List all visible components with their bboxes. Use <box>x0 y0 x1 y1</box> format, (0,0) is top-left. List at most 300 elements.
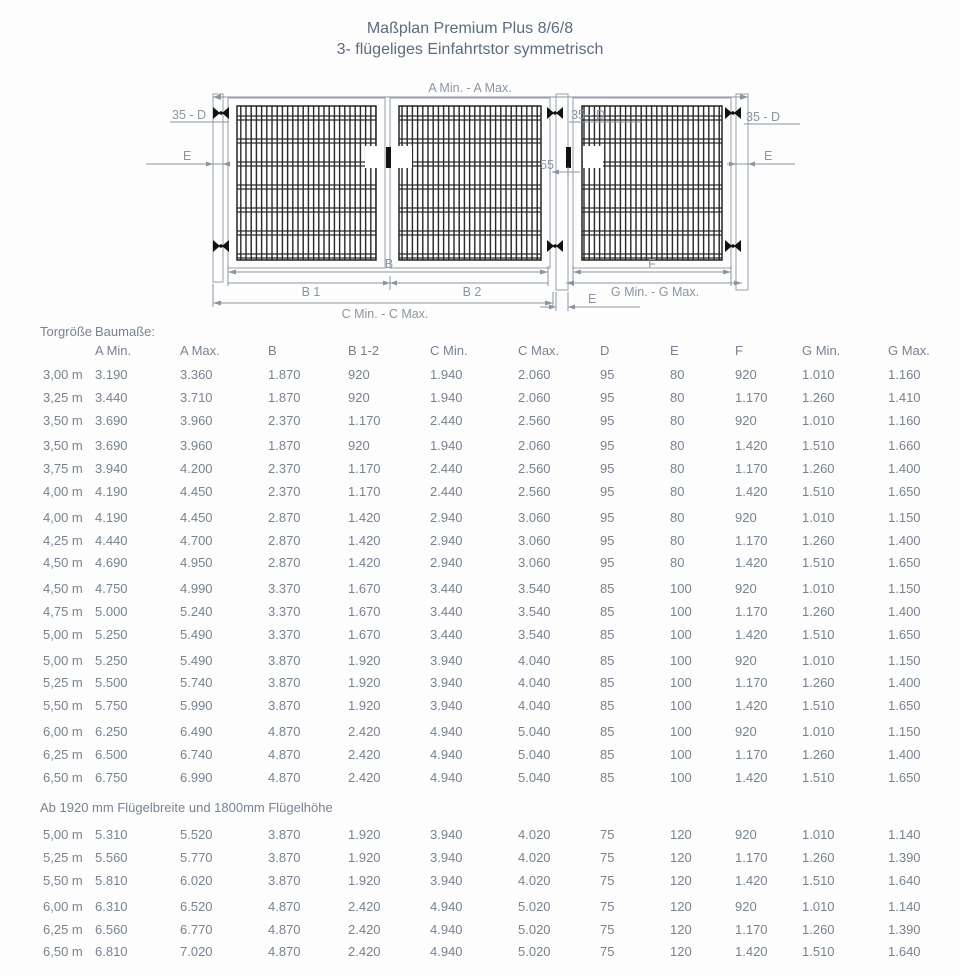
dimension-cell: 1.010 <box>802 827 835 843</box>
dimension-cell: 80 <box>670 532 685 548</box>
dimension-cell: 1.150 <box>888 723 921 739</box>
dimension-cell: 2.870 <box>268 532 301 548</box>
dimension-cell: 1.170 <box>735 532 768 548</box>
dimension-cell: 1.510 <box>802 483 835 499</box>
dimension-cell: 1.170 <box>735 746 768 762</box>
dimension-cell: 4.690 <box>95 555 128 571</box>
dimension-cell: 1.420 <box>735 944 768 960</box>
dimension-cell: 1.010 <box>802 581 835 597</box>
dimension-cell: 80 <box>670 367 685 382</box>
dimension-cell: 1.170 <box>348 483 381 499</box>
dimension-cell: 1.650 <box>888 769 921 785</box>
dimension-cell: 2.440 <box>430 483 463 499</box>
dimension-cell: 1.010 <box>802 367 835 382</box>
gate-size-cell: 6,25 m <box>43 746 83 762</box>
dimension-cell: 4.870 <box>268 921 301 937</box>
dimension-cell: 4.020 <box>518 850 551 866</box>
dimension-cell: 100 <box>670 769 692 785</box>
table-header-row-2 <box>40 341 948 361</box>
dimension-cell: 85 <box>600 626 615 642</box>
dimension-cell: 1.170 <box>735 675 768 691</box>
dimension-cell: 3.060 <box>518 509 551 525</box>
dimension-cell: 3.940 <box>430 652 463 668</box>
dimension-cell: 1.920 <box>348 850 381 866</box>
dimension-cell: 120 <box>670 827 692 843</box>
dimension-cell: 1.510 <box>802 438 835 454</box>
dimension-cell: 3.440 <box>430 626 463 642</box>
dimension-cell: 85 <box>600 746 615 762</box>
table-section-note: Ab 1920 mm Flügelbreite und 1800mm Flügelhöhe <box>40 800 333 816</box>
dimension-cell: 2.420 <box>348 723 381 739</box>
dimension-cell: 4.870 <box>268 746 301 762</box>
title-line-1: Maßplan Premium Plus 8/6/8 <box>366 20 574 37</box>
dimension-cell: 5.490 <box>180 626 213 642</box>
dimension-cell: 100 <box>670 581 692 597</box>
dimension-cell: 1.870 <box>268 438 301 454</box>
gate-size-cell: 5,50 m <box>43 698 83 714</box>
dimension-cell: 1.260 <box>802 746 835 762</box>
dimension-cell: 2.420 <box>348 746 381 762</box>
table-row <box>40 507 948 530</box>
gate-size-cell: 3,50 m <box>43 438 83 454</box>
dimension-cell: 4.040 <box>518 698 551 714</box>
dimension-cell: 6.750 <box>95 769 128 785</box>
dim-label-c: C Min. - C Max. <box>341 307 429 321</box>
dimension-cell: 80 <box>670 509 685 525</box>
dimension-cell: 2.940 <box>430 555 463 571</box>
table-row <box>40 552 948 575</box>
dimension-cell: 3.440 <box>430 581 463 597</box>
dimension-cell: 1.170 <box>735 603 768 619</box>
gate-size-cell: 3,50 m <box>43 412 83 428</box>
dimension-cell: 3.960 <box>180 438 213 454</box>
dimension-cell: 1.170 <box>735 461 768 477</box>
dimension-cell: 1.160 <box>888 367 921 382</box>
dimension-cell: 920 <box>735 367 757 382</box>
dimension-cell: 1.420 <box>735 698 768 714</box>
col-header-d: D <box>600 343 610 358</box>
dimension-cell: 1.420 <box>348 509 381 525</box>
dimension-cell: 1.420 <box>735 872 768 888</box>
dimension-cell: 6.490 <box>180 723 213 739</box>
dimension-cell: 4.450 <box>180 509 213 525</box>
dimension-cell: 1.920 <box>348 827 381 843</box>
dimension-cell: 2.870 <box>268 555 301 571</box>
dim-label-35d-right: 35 - D <box>746 110 781 124</box>
dimension-cell: 6.560 <box>95 921 128 937</box>
table-header-row-1 <box>40 322 948 341</box>
table-row <box>40 387 948 410</box>
dimension-cell: 1.920 <box>348 698 381 714</box>
gate-size-cell: 3,00 m <box>43 367 83 382</box>
table-body-main <box>40 364 948 789</box>
dimension-cell: 1.420 <box>735 483 768 499</box>
dimension-cell: 3.940 <box>95 461 128 477</box>
table-row <box>40 824 948 847</box>
gate-size-cell: 6,00 m <box>43 898 83 914</box>
dimension-cell: 3.870 <box>268 675 301 691</box>
center-post <box>556 94 568 290</box>
dimension-cell: 5.750 <box>95 698 128 714</box>
dimension-cell: 100 <box>670 675 692 691</box>
dimension-cell: 1.870 <box>268 367 301 382</box>
dimension-cell: 100 <box>670 746 692 762</box>
table-row <box>40 672 948 695</box>
dimension-cell: 75 <box>600 872 615 888</box>
dimension-cell: 1.650 <box>888 483 921 499</box>
dimension-cell: 1.510 <box>802 555 835 571</box>
dim-label-a: A Min. - A Max. <box>428 81 512 95</box>
dimension-cell: 6.810 <box>95 944 128 960</box>
dimension-cell: 2.440 <box>430 461 463 477</box>
dimension-cell: 80 <box>670 389 685 405</box>
dim-label-b: B <box>384 257 394 271</box>
dimension-cell: 920 <box>735 509 757 525</box>
dimension-cell: 5.020 <box>518 921 551 937</box>
dimension-cell: 1.390 <box>888 850 921 866</box>
dimension-cell: 1.170 <box>348 412 381 428</box>
dimension-cell: 1.260 <box>802 461 835 477</box>
dimension-cell: 1.670 <box>348 626 381 642</box>
dimension-cell: 2.060 <box>518 389 551 405</box>
table-row <box>40 601 948 624</box>
table-row <box>40 744 948 767</box>
table-row <box>40 695 948 718</box>
dimension-cell: 920 <box>735 652 757 668</box>
dimension-cell: 1.260 <box>802 603 835 619</box>
dimension-cell: 120 <box>670 898 692 914</box>
dimension-cell: 4.940 <box>430 746 463 762</box>
dimension-cell: 1.150 <box>888 509 921 525</box>
dimension-cell: 1.420 <box>735 555 768 571</box>
dimension-cell: 1.420 <box>348 555 381 571</box>
dimension-cell: 1.870 <box>268 389 301 405</box>
dimension-cell: 3.370 <box>268 603 301 619</box>
dimension-cell: 2.560 <box>518 461 551 477</box>
gate-size-cell: 3,25 m <box>43 389 83 405</box>
dimension-cell: 3.940 <box>430 827 463 843</box>
center-lock-bar <box>386 147 391 168</box>
dimension-cell: 4.040 <box>518 675 551 691</box>
dimension-cell: 120 <box>670 921 692 937</box>
gate-size-cell: 5,00 m <box>43 827 83 843</box>
dimension-cell: 2.370 <box>268 461 301 477</box>
dimension-table <box>40 322 948 964</box>
dimension-cell: 920 <box>348 389 370 405</box>
dimension-cell: 3.370 <box>268 626 301 642</box>
dimension-cell: 6.250 <box>95 723 128 739</box>
dimension-cell: 3.870 <box>268 872 301 888</box>
col-header-a-max: A Max. <box>180 343 220 358</box>
dimension-cell: 100 <box>670 652 692 668</box>
dimension-cell: 75 <box>600 921 615 937</box>
dim-label-g: G Min. - G Max. <box>610 285 700 299</box>
dimension-cell: 2.440 <box>430 412 463 428</box>
dimension-cell: 1.920 <box>348 872 381 888</box>
gate-size-cell: 5,25 m <box>43 675 83 691</box>
dimension-cell: 2.370 <box>268 483 301 499</box>
dimension-cell: 2.420 <box>348 898 381 914</box>
dimension-cell: 2.870 <box>268 509 301 525</box>
dimension-cell: 4.870 <box>268 723 301 739</box>
dimension-cell: 1.010 <box>802 509 835 525</box>
dimension-cell: 5.020 <box>518 944 551 960</box>
dimension-cell: 2.420 <box>348 944 381 960</box>
dim-label-e-left: E <box>183 149 192 163</box>
dimension-cell: 1.510 <box>802 626 835 642</box>
table-row <box>40 435 948 458</box>
dimension-cell: 4.870 <box>268 898 301 914</box>
dimension-cell: 75 <box>600 898 615 914</box>
dimension-cell: 2.560 <box>518 412 551 428</box>
dimension-cell: 3.540 <box>518 626 551 642</box>
dimension-cell: 1.510 <box>802 872 835 888</box>
dimension-cell: 920 <box>735 898 757 914</box>
col-header-torgroesse: Torgröße <box>40 324 93 339</box>
table-row <box>40 767 948 790</box>
dimension-cell: 1.650 <box>888 555 921 571</box>
dimension-cell: 7.020 <box>180 944 213 960</box>
table-row <box>40 650 948 673</box>
dimension-cell: 100 <box>670 698 692 714</box>
dimension-cell: 3.190 <box>95 367 128 382</box>
dimension-cell: 1.390 <box>888 921 921 937</box>
dimension-cell: 4.940 <box>430 944 463 960</box>
dimension-cell: 1.650 <box>888 698 921 714</box>
dimension-cell: 1.140 <box>888 898 921 914</box>
dimension-cell: 3.870 <box>268 827 301 843</box>
dimension-cell: 2.420 <box>348 921 381 937</box>
dimension-cell: 95 <box>600 461 615 477</box>
table-row <box>40 870 948 893</box>
dimension-cell: 1.940 <box>430 438 463 454</box>
dimension-cell: 4.990 <box>180 581 213 597</box>
dimension-cell: 1.640 <box>888 944 921 960</box>
dimension-cell: 85 <box>600 581 615 597</box>
dimension-cell: 920 <box>735 827 757 843</box>
dimension-cell: 1.420 <box>735 769 768 785</box>
dimension-cell: 75 <box>600 827 615 843</box>
dimension-cell: 3.960 <box>180 412 213 428</box>
dimension-cell: 1.170 <box>735 921 768 937</box>
dimension-cell: 5.500 <box>95 675 128 691</box>
col-header-f: F <box>735 343 743 358</box>
dimension-cell: 80 <box>670 461 685 477</box>
dimension-cell: 1.160 <box>888 412 921 428</box>
dimension-cell: 3.060 <box>518 555 551 571</box>
dimension-cell: 3.690 <box>95 412 128 428</box>
gate-size-cell: 6,25 m <box>43 921 83 937</box>
gate-wing-1-mesh <box>237 106 376 260</box>
dimension-cell: 6.520 <box>180 898 213 914</box>
dimension-cell: 1.400 <box>888 746 921 762</box>
dimension-cell: 1.920 <box>348 652 381 668</box>
lock-cutout-wing3 <box>583 146 603 168</box>
dimension-cell: 80 <box>670 438 685 454</box>
dimension-cell: 3.870 <box>268 850 301 866</box>
dimension-cell: 5.740 <box>180 675 213 691</box>
dimension-cell: 3.060 <box>518 532 551 548</box>
dimension-cell: 1.400 <box>888 675 921 691</box>
dimension-cell: 1.010 <box>802 898 835 914</box>
dimension-cell: 2.560 <box>518 483 551 499</box>
col-header-e: E <box>670 343 679 358</box>
dimension-cell: 6.020 <box>180 872 213 888</box>
gate-size-cell: 5,25 m <box>43 850 83 866</box>
dimension-cell: 1.400 <box>888 532 921 548</box>
dimension-cell: 5.810 <box>95 872 128 888</box>
col-header-empty <box>40 341 95 361</box>
dimension-cell: 1.920 <box>348 675 381 691</box>
col-header-g-max: G Max. <box>888 343 930 358</box>
dimension-cell: 1.010 <box>802 723 835 739</box>
dimension-cell: 1.010 <box>802 652 835 668</box>
dim-label-b2: B 2 <box>462 285 482 299</box>
dimension-cell: 4.950 <box>180 555 213 571</box>
lock-cutout-wing1 <box>365 146 384 168</box>
dimension-cell: 5.020 <box>518 898 551 914</box>
dimension-cell: 3.870 <box>268 652 301 668</box>
dimension-cell: 3.870 <box>268 698 301 714</box>
dimension-cell: 1.400 <box>888 603 921 619</box>
dimension-cell: 75 <box>600 850 615 866</box>
title-line-2: 3- flügeliges Einfahrtstor symmetrisch <box>336 41 604 58</box>
dimension-cell: 1.420 <box>348 532 381 548</box>
dim-label-f: F <box>648 257 656 271</box>
gate-size-cell: 4,50 m <box>43 555 83 571</box>
dimension-cell: 3.710 <box>180 389 213 405</box>
dimension-cell: 3.940 <box>430 850 463 866</box>
dimension-cell: 920 <box>735 581 757 597</box>
dimension-cell: 3.540 <box>518 603 551 619</box>
dimension-cell: 2.370 <box>268 412 301 428</box>
dimension-cell: 3.540 <box>518 581 551 597</box>
dimension-cell: 2.420 <box>348 769 381 785</box>
dimension-cell: 1.510 <box>802 944 835 960</box>
dimension-cell: 4.040 <box>518 652 551 668</box>
col-header-c-max: C Max. <box>518 343 560 358</box>
dimension-cell: 1.140 <box>888 827 921 843</box>
table-row <box>40 721 948 744</box>
dimension-cell: 5.310 <box>95 827 128 843</box>
dimension-cell: 85 <box>600 603 615 619</box>
dimension-cell: 100 <box>670 603 692 619</box>
lock-cutout-wing2 <box>392 146 412 168</box>
dimension-cell: 2.060 <box>518 367 551 382</box>
dimension-cell: 1.670 <box>348 581 381 597</box>
dimension-cell: 5.250 <box>95 652 128 668</box>
table-row <box>40 481 948 504</box>
gate-size-cell: 4,00 m <box>43 483 83 499</box>
gate-size-cell: 4,25 m <box>43 532 83 548</box>
dimension-cell: 95 <box>600 412 615 428</box>
dimension-cell: 5.490 <box>180 652 213 668</box>
dimension-cell: 6.770 <box>180 921 213 937</box>
dimension-cell: 5.250 <box>95 626 128 642</box>
dimension-cell: 85 <box>600 769 615 785</box>
gate-size-cell: 5,00 m <box>43 626 83 642</box>
dimension-cell: 4.190 <box>95 509 128 525</box>
dim-label-e-bottom: E <box>588 292 597 306</box>
dim-label-b1: B 1 <box>301 285 321 299</box>
dimension-cell: 75 <box>600 944 615 960</box>
dimension-cell: 5.000 <box>95 603 128 619</box>
dimension-cell: 5.040 <box>518 769 551 785</box>
dimension-cell: 4.870 <box>268 944 301 960</box>
dimension-cell: 1.410 <box>888 389 921 405</box>
dimension-cell: 5.040 <box>518 746 551 762</box>
dimension-cell: 3.940 <box>430 872 463 888</box>
dimension-cell: 6.740 <box>180 746 213 762</box>
dimension-cell: 4.940 <box>430 723 463 739</box>
dimension-cell: 4.190 <box>95 483 128 499</box>
gate-size-cell: 6,50 m <box>43 769 83 785</box>
dimension-cell: 5.990 <box>180 698 213 714</box>
dimension-cell: 95 <box>600 483 615 499</box>
dimension-cell: 2.940 <box>430 509 463 525</box>
dimension-cell: 1.940 <box>430 367 463 382</box>
dimension-cell: 1.260 <box>802 389 835 405</box>
table-row <box>40 410 948 433</box>
gate-size-cell: 4,75 m <box>43 603 83 619</box>
dim-label-35d-center: 35 - D <box>571 108 606 122</box>
dimension-cell: 1.260 <box>802 532 835 548</box>
table-row <box>40 530 948 553</box>
dimension-cell: 3.940 <box>430 675 463 691</box>
dimension-cell: 3.370 <box>268 581 301 597</box>
table-body-extra <box>40 824 948 964</box>
dimension-cell: 5.770 <box>180 850 213 866</box>
dimension-cell: 4.450 <box>180 483 213 499</box>
dimension-cell: 4.940 <box>430 921 463 937</box>
dimension-cell: 3.440 <box>95 389 128 405</box>
gate-size-cell: 6,00 m <box>43 723 83 739</box>
gate-wing-2-mesh <box>399 106 541 260</box>
dimension-cell: 6.990 <box>180 769 213 785</box>
gate-technical-drawing <box>0 0 960 322</box>
dimension-cell: 1.260 <box>802 921 835 937</box>
dimension-cell: 1.670 <box>348 603 381 619</box>
dimension-cell: 6.500 <box>95 746 128 762</box>
dimension-cell: 2.060 <box>518 438 551 454</box>
dimension-cell: 1.170 <box>735 850 768 866</box>
dimension-cell: 1.420 <box>735 438 768 454</box>
dimension-cell: 1.150 <box>888 581 921 597</box>
dimension-cell: 3.360 <box>180 367 213 382</box>
col-header-baumasse: Baumaße: <box>95 324 155 339</box>
table-row <box>40 578 948 601</box>
gate-size-cell: 5,50 m <box>43 872 83 888</box>
dimension-cell: 95 <box>600 532 615 548</box>
dimension-cell: 920 <box>735 723 757 739</box>
dimension-cell: 920 <box>735 412 757 428</box>
dimension-cell: 4.200 <box>180 461 213 477</box>
dimension-cell: 1.660 <box>888 438 921 454</box>
dimension-cell: 1.420 <box>735 626 768 642</box>
dimension-cell: 5.560 <box>95 850 128 866</box>
dimension-cell: 95 <box>600 367 615 382</box>
dimension-cell: 85 <box>600 723 615 739</box>
dimension-cell: 1.260 <box>802 850 835 866</box>
dimension-cell: 95 <box>600 438 615 454</box>
col-header-b12: B 1-2 <box>348 343 380 358</box>
dimension-cell: 85 <box>600 698 615 714</box>
dimension-cell: 95 <box>600 509 615 525</box>
dimension-cell: 120 <box>670 850 692 866</box>
col-header-b: B <box>268 343 277 358</box>
gate-size-cell: 5,00 m <box>43 652 83 668</box>
dimension-cell: 1.010 <box>802 412 835 428</box>
